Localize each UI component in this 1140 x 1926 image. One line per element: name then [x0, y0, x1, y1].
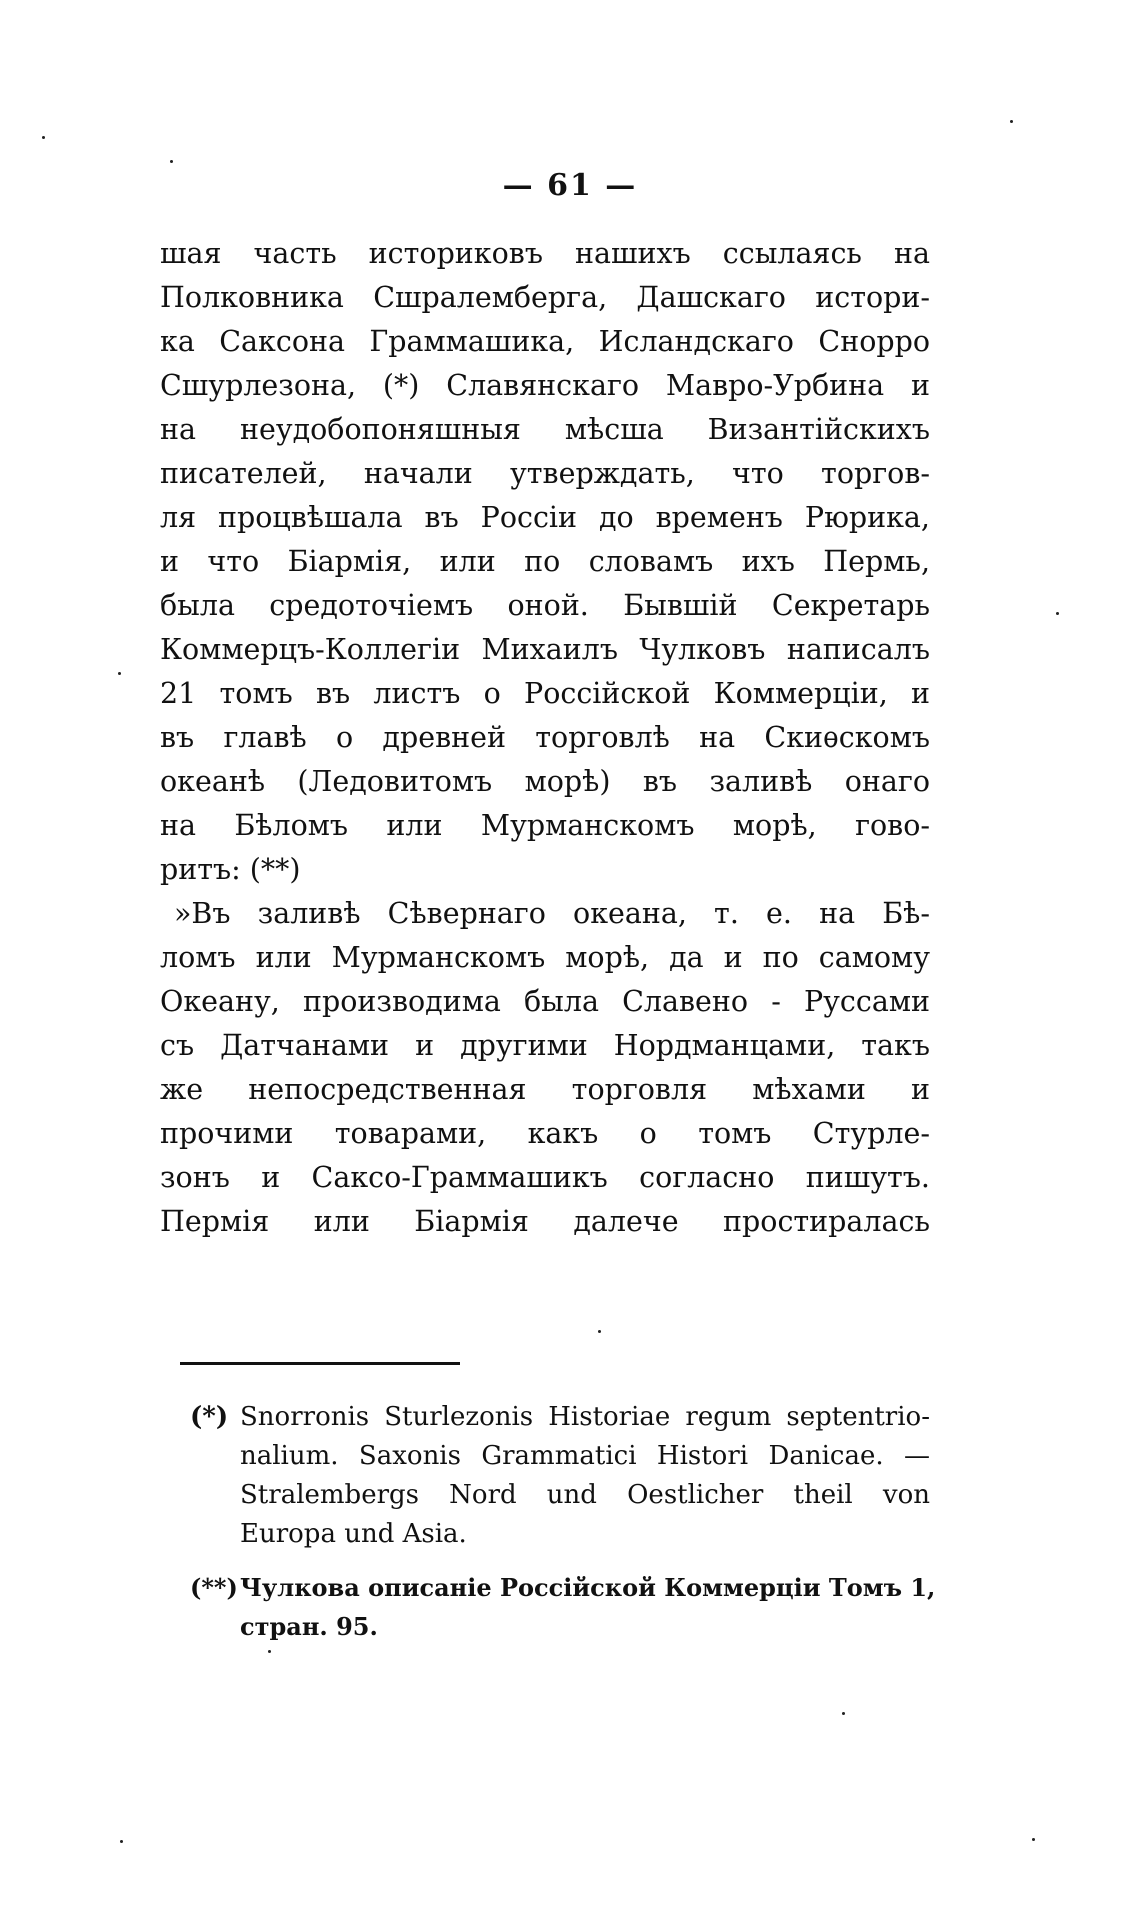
text-line: на Бѣломъ или Мурманскомъ морѣ, гово-: [160, 809, 930, 842]
scan-speck: [842, 1712, 845, 1715]
scan-speck: [598, 1330, 601, 1333]
footnotes: [190, 1398, 936, 1646]
footnote-1: [190, 1398, 930, 1554]
text-line: и что Біармія, или по словамъ ихъ Пермь,: [160, 545, 930, 578]
page-number: — 61 —: [502, 168, 638, 203]
text-line: на неудобопоняшныя мѣсша Византійскихъ: [160, 413, 930, 446]
scan-speck: [1032, 1838, 1035, 1841]
text-line: океанѣ (Ледовитомъ морѣ) въ заливѣ онаго: [160, 765, 930, 798]
quote-line: »Въ заливѣ Сѣвернаго океана, т. е. на Бѣ-: [174, 897, 930, 930]
main-text: [160, 232, 930, 1244]
quote-line: прочими товарами, какъ о томъ Стурле-: [160, 1117, 930, 1150]
footnote-marker: (**): [190, 1573, 238, 1602]
text-line: Полковника Сшралемберга, Дашскаго истори-: [160, 281, 930, 314]
footnote-line: стран. 95.: [240, 1612, 378, 1641]
scan-speck: [1056, 612, 1059, 615]
scan-speck: [118, 672, 121, 675]
quote-line: Океану, производима была Славено - Руссами: [160, 985, 930, 1018]
footnote-line: nalium. Saxonis Grammatici Histori Danicae. —: [240, 1441, 930, 1471]
text-line: ля процвѣшала въ Россіи до временъ Рюрика,: [160, 501, 930, 534]
quote-line: Пермія или Біармія далече простиралась: [160, 1205, 930, 1238]
text-line: Сшурлезона, (*) Славянскаго Мавро-Урбина и: [160, 369, 930, 402]
text-line: въ главѣ о древней торговлѣ на Скиѳскомъ: [160, 721, 930, 754]
quote-line: зонъ и Саксо-Граммашикъ согласно пишутъ.: [160, 1161, 930, 1194]
scan-speck: [1010, 120, 1013, 123]
scan-speck: [268, 1650, 271, 1653]
footnote-divider: [180, 1362, 460, 1365]
scan-speck: [120, 1840, 123, 1843]
text-line: писателей, начали утверждать, что торгов-: [160, 457, 930, 490]
footnote-2: [190, 1568, 936, 1646]
footnote-line: Europa und Asia.: [240, 1519, 467, 1549]
text-line: была средоточіемъ оной. Бывшій Секретарь: [160, 589, 930, 622]
footnote-line: Stralembergs Nord und Oestlicher theil von: [240, 1480, 930, 1510]
scan-speck: [42, 136, 45, 139]
scan-speck: [170, 160, 173, 163]
quote-line: ломъ или Мурманскомъ морѣ, да и по самому: [160, 941, 930, 974]
text-line: 21 томъ въ листъ о Россійской Коммерціи, и: [160, 677, 930, 710]
quote-line: же непосредственная торговля мѣхами и: [160, 1073, 930, 1106]
footnote-marker: (*): [190, 1402, 229, 1432]
quote-line: съ Датчанами и другими Нордманцами, такъ: [160, 1029, 930, 1062]
text-line: шая часть историковъ нашихъ ссылаясь на: [160, 237, 930, 270]
text-line: ка Саксона Граммашика, Исландскаго Снорро: [160, 325, 930, 358]
text-line: Коммерцъ-Коллегіи Михаилъ Чулковъ написалъ: [160, 633, 930, 666]
footnote-line: Snorronis Sturlezonis Historiae regum septentrio-: [240, 1402, 930, 1432]
footnote-line: Чулкова описаніе Россійской Коммерціи Томъ 1,: [240, 1573, 936, 1602]
text-line: ритъ: (**): [160, 853, 301, 886]
